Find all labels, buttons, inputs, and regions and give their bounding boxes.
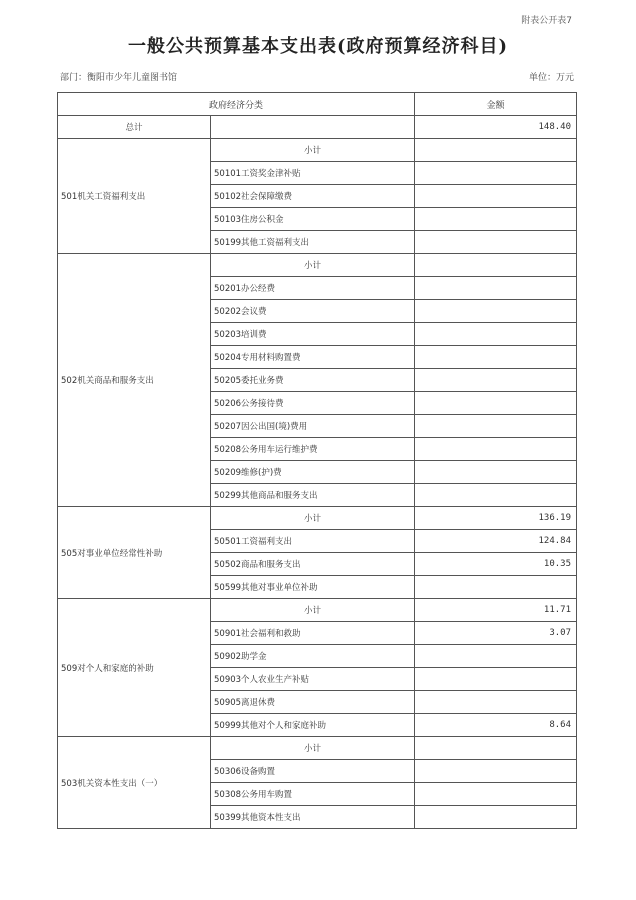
subtotal-amount: [415, 254, 577, 277]
subtotal-amount: [415, 139, 577, 162]
item-label: 50102社会保障缴费: [211, 185, 415, 208]
group-subtotal-row: [58, 599, 577, 622]
appendix-note: 附表公开表7: [521, 16, 572, 26]
subtotal-amount: 136.19: [415, 507, 577, 530]
subtotal-amount: 11.71: [415, 599, 577, 622]
item-amount: [415, 415, 577, 438]
item-label: 50299其他商品和服务支出: [211, 484, 415, 507]
item-label: 50199其他工资福利支出: [211, 231, 415, 254]
item-label: 50399其他资本性支出: [211, 806, 415, 829]
item-label: 50205委托业务费: [211, 369, 415, 392]
group-name: 501机关工资福利支出: [58, 139, 211, 254]
item-label: 50599其他对事业单位补助: [211, 576, 415, 599]
department-label: 部门：衡阳市少年儿童图书馆: [60, 73, 178, 83]
item-amount: [415, 277, 577, 300]
item-amount: [415, 346, 577, 369]
table-header-row: [58, 93, 577, 116]
item-label: 50206公务接待费: [211, 392, 415, 415]
item-label: 50903个人农业生产补贴: [211, 668, 415, 691]
group-name: 503机关资本性支出（一）: [58, 737, 211, 829]
item-amount: 3.07: [415, 622, 577, 645]
item-label: 50502商品和服务支出: [211, 553, 415, 576]
item-amount: 10.35: [415, 553, 577, 576]
group-name: 509对个人和家庭的补助: [58, 599, 211, 737]
unit-label: 单位：万元: [528, 73, 574, 83]
group-subtotal-row: [58, 254, 577, 277]
item-label: 50208公务用车运行维护费: [211, 438, 415, 461]
item-label: 50999其他对个人和家庭补助: [211, 714, 415, 737]
item-amount: 8.64: [415, 714, 577, 737]
group-subtotal-row: [58, 737, 577, 760]
item-amount: [415, 185, 577, 208]
item-label: 50209维修(护)费: [211, 461, 415, 484]
total-amount: 148.40: [415, 116, 577, 139]
item-label: 50204专用材料购置费: [211, 346, 415, 369]
item-amount: [415, 392, 577, 415]
group-name: 502机关商品和服务支出: [58, 254, 211, 507]
item-amount: [415, 461, 577, 484]
item-label: 50201办公经费: [211, 277, 415, 300]
item-label: 50103住房公积金: [211, 208, 415, 231]
subtotal-label: 小计: [211, 599, 415, 622]
item-label: 50207因公出国(境)费用: [211, 415, 415, 438]
item-amount: [415, 484, 577, 507]
item-label: 50901社会福利和救助: [211, 622, 415, 645]
subtotal-label: 小计: [211, 139, 415, 162]
header-amount: 金额: [415, 93, 577, 116]
group-name: 505对事业单位经常性补助: [58, 507, 211, 599]
subtotal-label: 小计: [211, 737, 415, 760]
item-amount: [415, 645, 577, 668]
subtotal-label: 小计: [211, 507, 415, 530]
item-amount: [415, 208, 577, 231]
item-label: 50202会议费: [211, 300, 415, 323]
item-amount: [415, 806, 577, 829]
item-label: 50306设备购置: [211, 760, 415, 783]
item-label: 50203培训费: [211, 323, 415, 346]
item-amount: 124.84: [415, 530, 577, 553]
item-amount: [415, 438, 577, 461]
subtotal-amount: [415, 737, 577, 760]
item-amount: [415, 300, 577, 323]
item-label: 50902助学金: [211, 645, 415, 668]
group-subtotal-row: [58, 139, 577, 162]
item-label: 50308公务用车购置: [211, 783, 415, 806]
item-amount: [415, 783, 577, 806]
item-amount: [415, 323, 577, 346]
item-amount: [415, 576, 577, 599]
item-amount: [415, 231, 577, 254]
item-amount: [415, 668, 577, 691]
item-amount: [415, 162, 577, 185]
item-amount: [415, 369, 577, 392]
total-empty-cell: [211, 116, 415, 139]
group-subtotal-row: [58, 507, 577, 530]
header-category: 政府经济分类: [58, 93, 415, 116]
subtotal-label: 小计: [211, 254, 415, 277]
item-amount: [415, 691, 577, 714]
item-amount: [415, 760, 577, 783]
total-row: [58, 116, 577, 139]
item-label: 50501工资福利支出: [211, 530, 415, 553]
item-label: 50101工资奖金津补贴: [211, 162, 415, 185]
total-label: 总计: [58, 116, 211, 139]
budget-table: [57, 92, 577, 829]
item-label: 50905离退休费: [211, 691, 415, 714]
page-title: 一般公共预算基本支出表(政府预算经济科目): [127, 36, 509, 57]
